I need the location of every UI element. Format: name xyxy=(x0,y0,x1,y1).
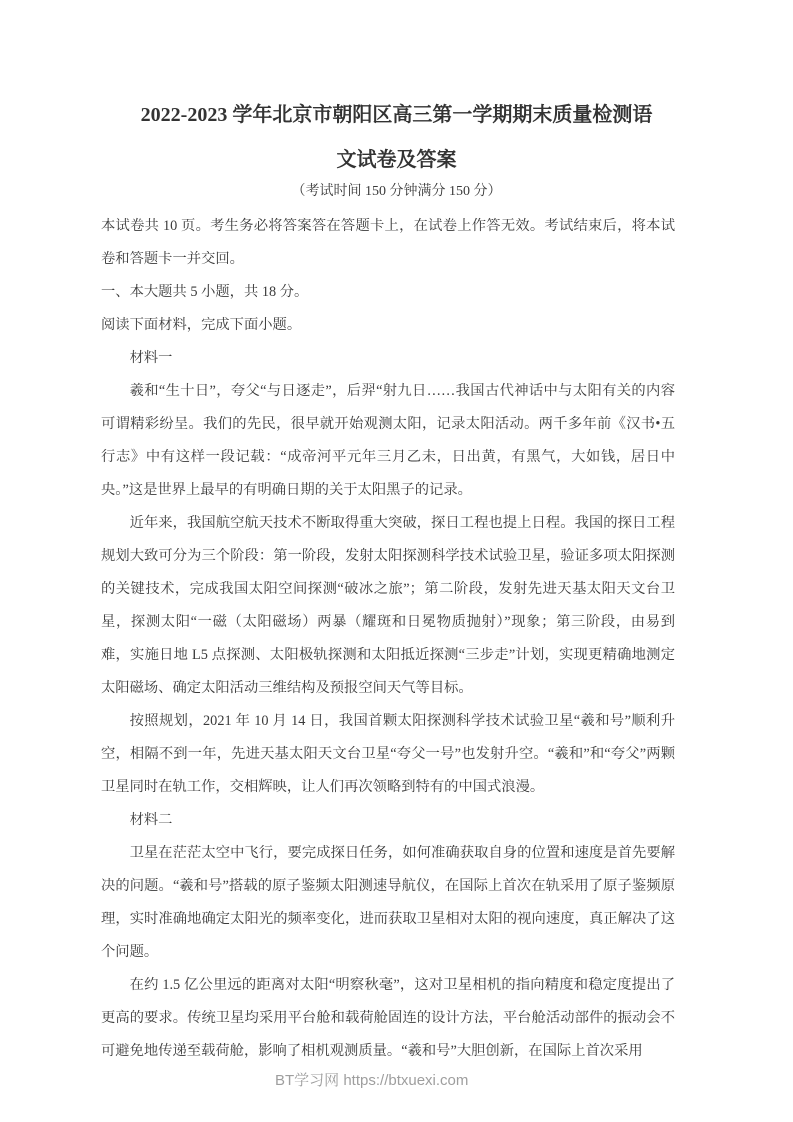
paragraph-material-one-1: 羲和“生十日”，夸父“与日逐走”，后羿“射九日……我国古代神话中与太阳有关的内容可谓精彩纷呈。我们的先民，很早就开始观测太阳，记录太阳活动。两千多年前《汉书•五行志》中有这样一段记载：“成帝河平元年三月乙未，日出黄，有黑气，大如钱，居日中央。”这是世界上最早的有明确日期的关于太阳黑子的记录。 xyxy=(101,383,675,498)
material-two-label: 材料二 xyxy=(129,812,173,828)
paragraph-material-one-3: 按照规划，2021 年 10 月 14 日，我国首颗太阳探测科学技术试验卫星“羲和号”顺利升空，相隔不到一年，先进天基太阳天文台卫星“夸父一号”也发射升空。“羲和”和“夸父”两颗卫星同时在轨工作，交相辉映，让人们再次领略到特有的中国式浪漫。 xyxy=(101,713,675,795)
exam-time-info: （考试时间 150 分钟满分 150 分） xyxy=(291,184,502,199)
section-heading-part-one: 一、本大题共 5 小题，共 18 分。 xyxy=(101,284,309,300)
paragraph-material-two-2: 在约 1.5 亿公里远的距离对太阳“明察秋毫”，这对卫星相机的指向精度和稳定度提出了更高的要求。传统卫星均采用平台舱和载荷舱固连的设计方法，平台舱活动部件的振动会不可避免地传递至载荷舱，影响了相机观测质量。“羲和号”大胆创新，在国际上首次采用 xyxy=(101,977,675,1059)
paragraph-reading-instruction: 阅读下面材料，完成下面小题。 xyxy=(101,317,302,333)
document-title-line1: 2022-2023 学年北京市朝阳区高三第一学期期末质量检测语 xyxy=(140,104,653,126)
document-title-line2: 文试卷及答案 xyxy=(336,149,457,171)
paragraph-material-one-2: 近年来，我国航空航天技术不断取得重大突破，探日工程也提上日程。我国的探日工程规划大致可分为三个阶段：第一阶段，发射太阳探测科学技术试验卫星，验证多项太阳探测的关键技术，完成我国太阳空间探测“破冰之旅”；第二阶段，发射先进天基太阳天文台卫星，探测太阳“一磁（太阳磁场）两暴（耀斑和日冕物质抛射）”现象；第三阶段，由易到难，实施日地 L5 点探测、太阳极轨探测和太阳抵近探测“三步走”计划，实现更精确地测定太阳磁场、确定太阳活动三维结构及预报空间天气等目标。 xyxy=(101,515,675,696)
document-title xyxy=(60,93,733,183)
watermark-site-link: BT学习网 https://btxuexi.com xyxy=(275,1072,469,1089)
material-one-label: 材料一 xyxy=(129,350,173,366)
paragraph-material-two-1: 卫星在茫茫太空中飞行，要完成探日任务，如何准确获取自身的位置和速度是首先要解决的问题。“羲和号”搭载的原子鉴频太阳测速导航仪，在国际上首次在轨采用了原子鉴频原理，实时准确地确定太阳光的频率变化，进而获取卫星相对太阳的视向速度，真正解决了这个问题。 xyxy=(101,845,675,960)
paragraph-exam-instructions: 本试卷共 10 页。考生务必将答案答在答题卡上，在试卷上作答无效。考试结束后，将本试卷和答题卡一并交回。 xyxy=(101,218,675,267)
document-body xyxy=(101,210,675,1068)
